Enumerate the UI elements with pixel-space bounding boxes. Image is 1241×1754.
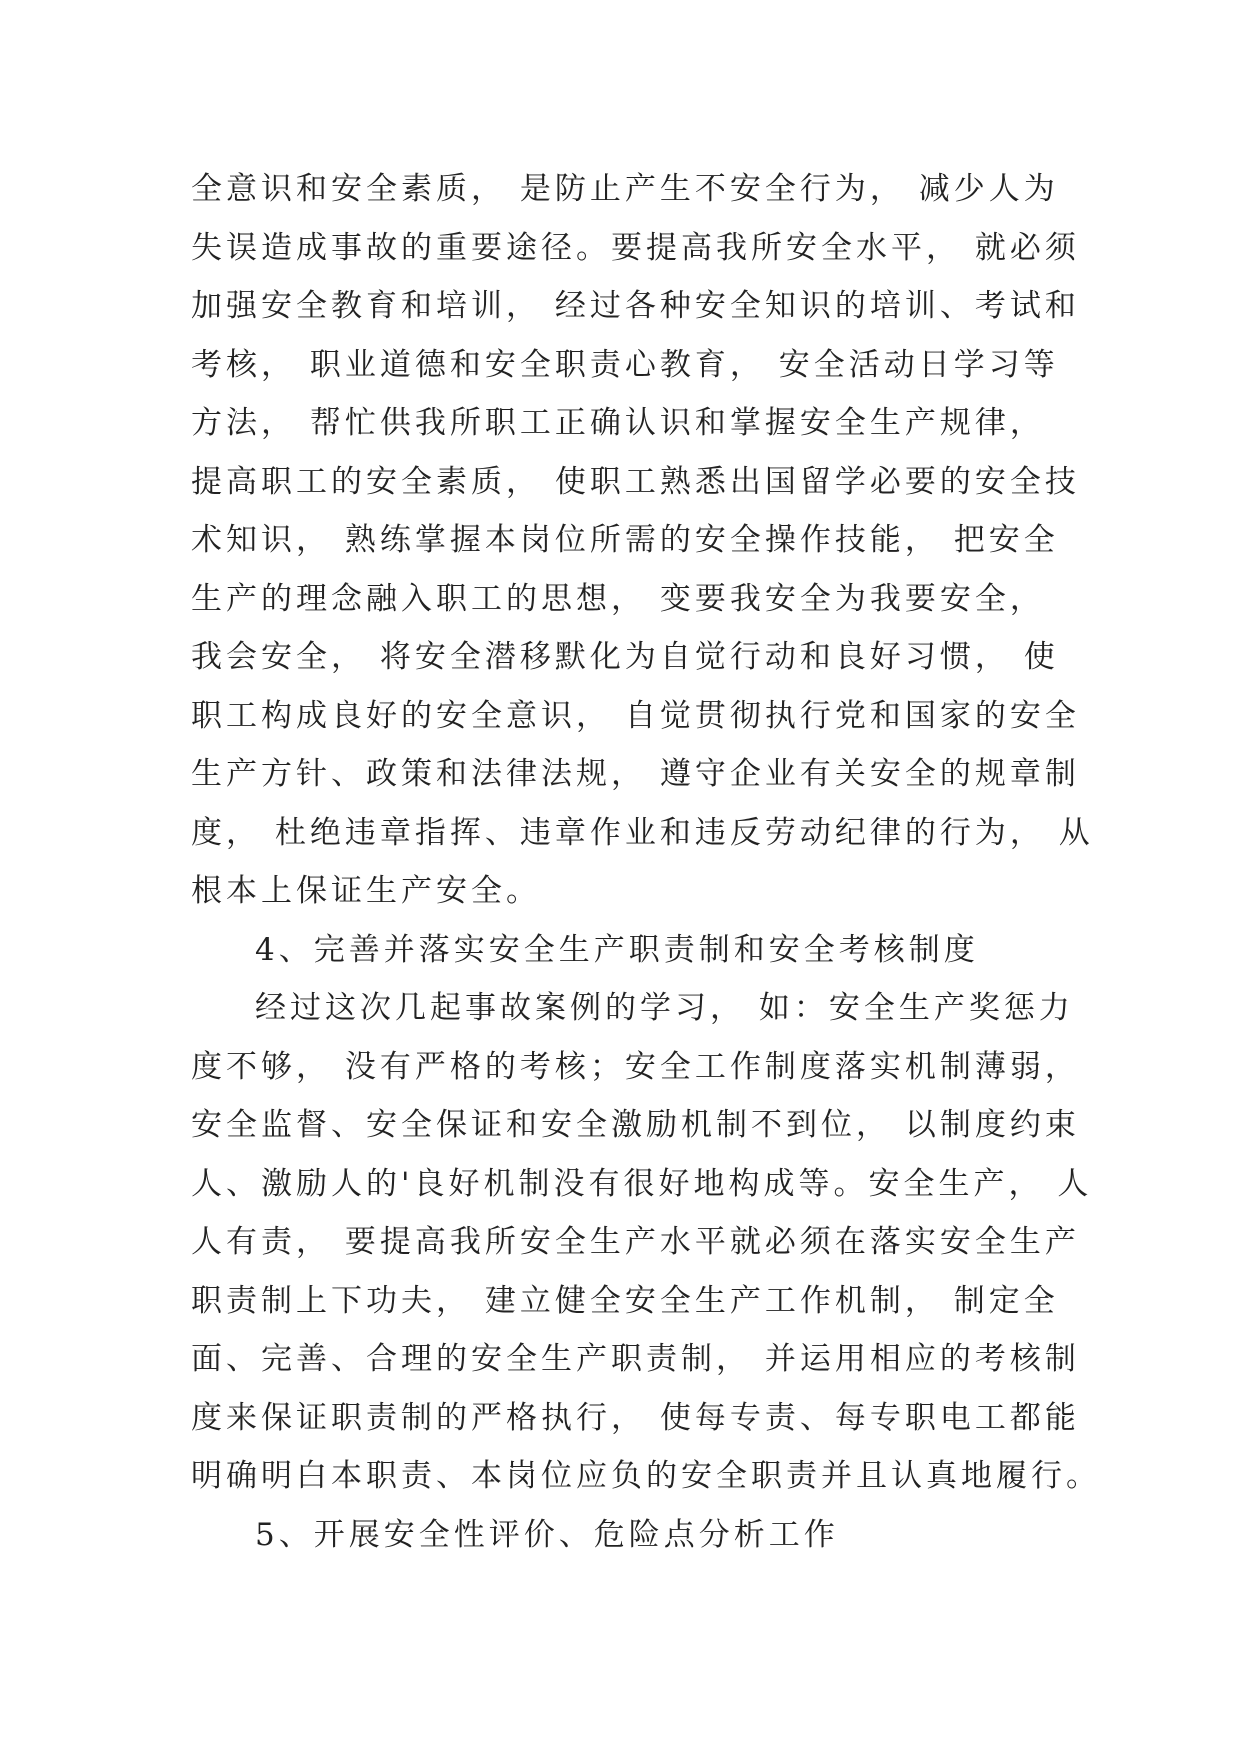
text-line: 面、完善、合理的安全生产职责制， 并运用相应的考核制 xyxy=(191,1341,1080,1377)
text-line: 考核， 职业道德和安全职责心教育， 安全活动日学习等 xyxy=(191,346,1059,383)
text-line: 根本上保证生产安全。 xyxy=(191,873,541,909)
text-line: 方法， 帮忙供我所职工正确认识和掌握安全生产规律， xyxy=(191,405,1045,441)
section-heading: 5、开展安全性评价、危险点分析工作 xyxy=(255,1516,839,1553)
text-line: 失误造成事故的重要途径。要提高我所安全水平， 就必须 xyxy=(191,229,1080,266)
section-heading: 4、完善并落实安全生产职责制和安全考核制度 xyxy=(255,931,979,968)
text-line: 明确明白本职责、本岗位应负的安全职责并且认真地履行。 xyxy=(191,1458,1101,1494)
text-line: 度不够， 没有严格的考核；安全工作制度落实机制薄弱， xyxy=(191,1048,1080,1085)
text-line: 生产方针、政策和法律法规， 遵守企业有关安全的规章制 xyxy=(191,756,1080,792)
text-line: 经过这次几起事故案例的学习， 如：安全生产奖惩力 xyxy=(255,990,1074,1026)
text-line: 人、激励人的'良好机制没有很好地构成等。安全生产， 人 xyxy=(191,1165,1093,1202)
text-line: 术知识， 熟练掌握本岗位所需的安全操作技能， 把安全 xyxy=(191,522,1059,558)
text-line: 职责制上下功夫， 建立健全安全生产工作机制， 制定全 xyxy=(191,1282,1059,1319)
text-line: 提高职工的安全素质， 使职工熟悉出国留学必要的安全技 xyxy=(191,463,1080,500)
text-line: 安全监督、安全保证和安全激励机制不到位， 以制度约束 xyxy=(191,1107,1080,1143)
text-line: 度来保证职责制的严格执行， 使每专责、每专职电工都能 xyxy=(191,1399,1080,1436)
text-line: 职工构成良好的安全意识， 自觉贯彻执行党和国家的安全 xyxy=(191,697,1080,734)
text-line: 加强安全教育和培训， 经过各种安全知识的培训、考试和 xyxy=(191,288,1080,324)
body-text xyxy=(191,160,1101,1564)
text-line: 生产的理念融入职工的思想， 变要我安全为我要安全， xyxy=(191,580,1045,617)
text-line: 人有责， 要提高我所安全生产水平就必须在落实安全生产 xyxy=(191,1224,1080,1260)
text-line: 我会安全， 将安全潜移默化为自觉行动和良好习惯， 使 xyxy=(191,639,1059,675)
text-line: 度， 杜绝违章指挥、违章作业和违反劳动纪律的行为， 从 xyxy=(191,814,1094,851)
text-line: 全意识和安全素质， 是防止产生不安全行为， 减少人为 xyxy=(191,171,1059,207)
